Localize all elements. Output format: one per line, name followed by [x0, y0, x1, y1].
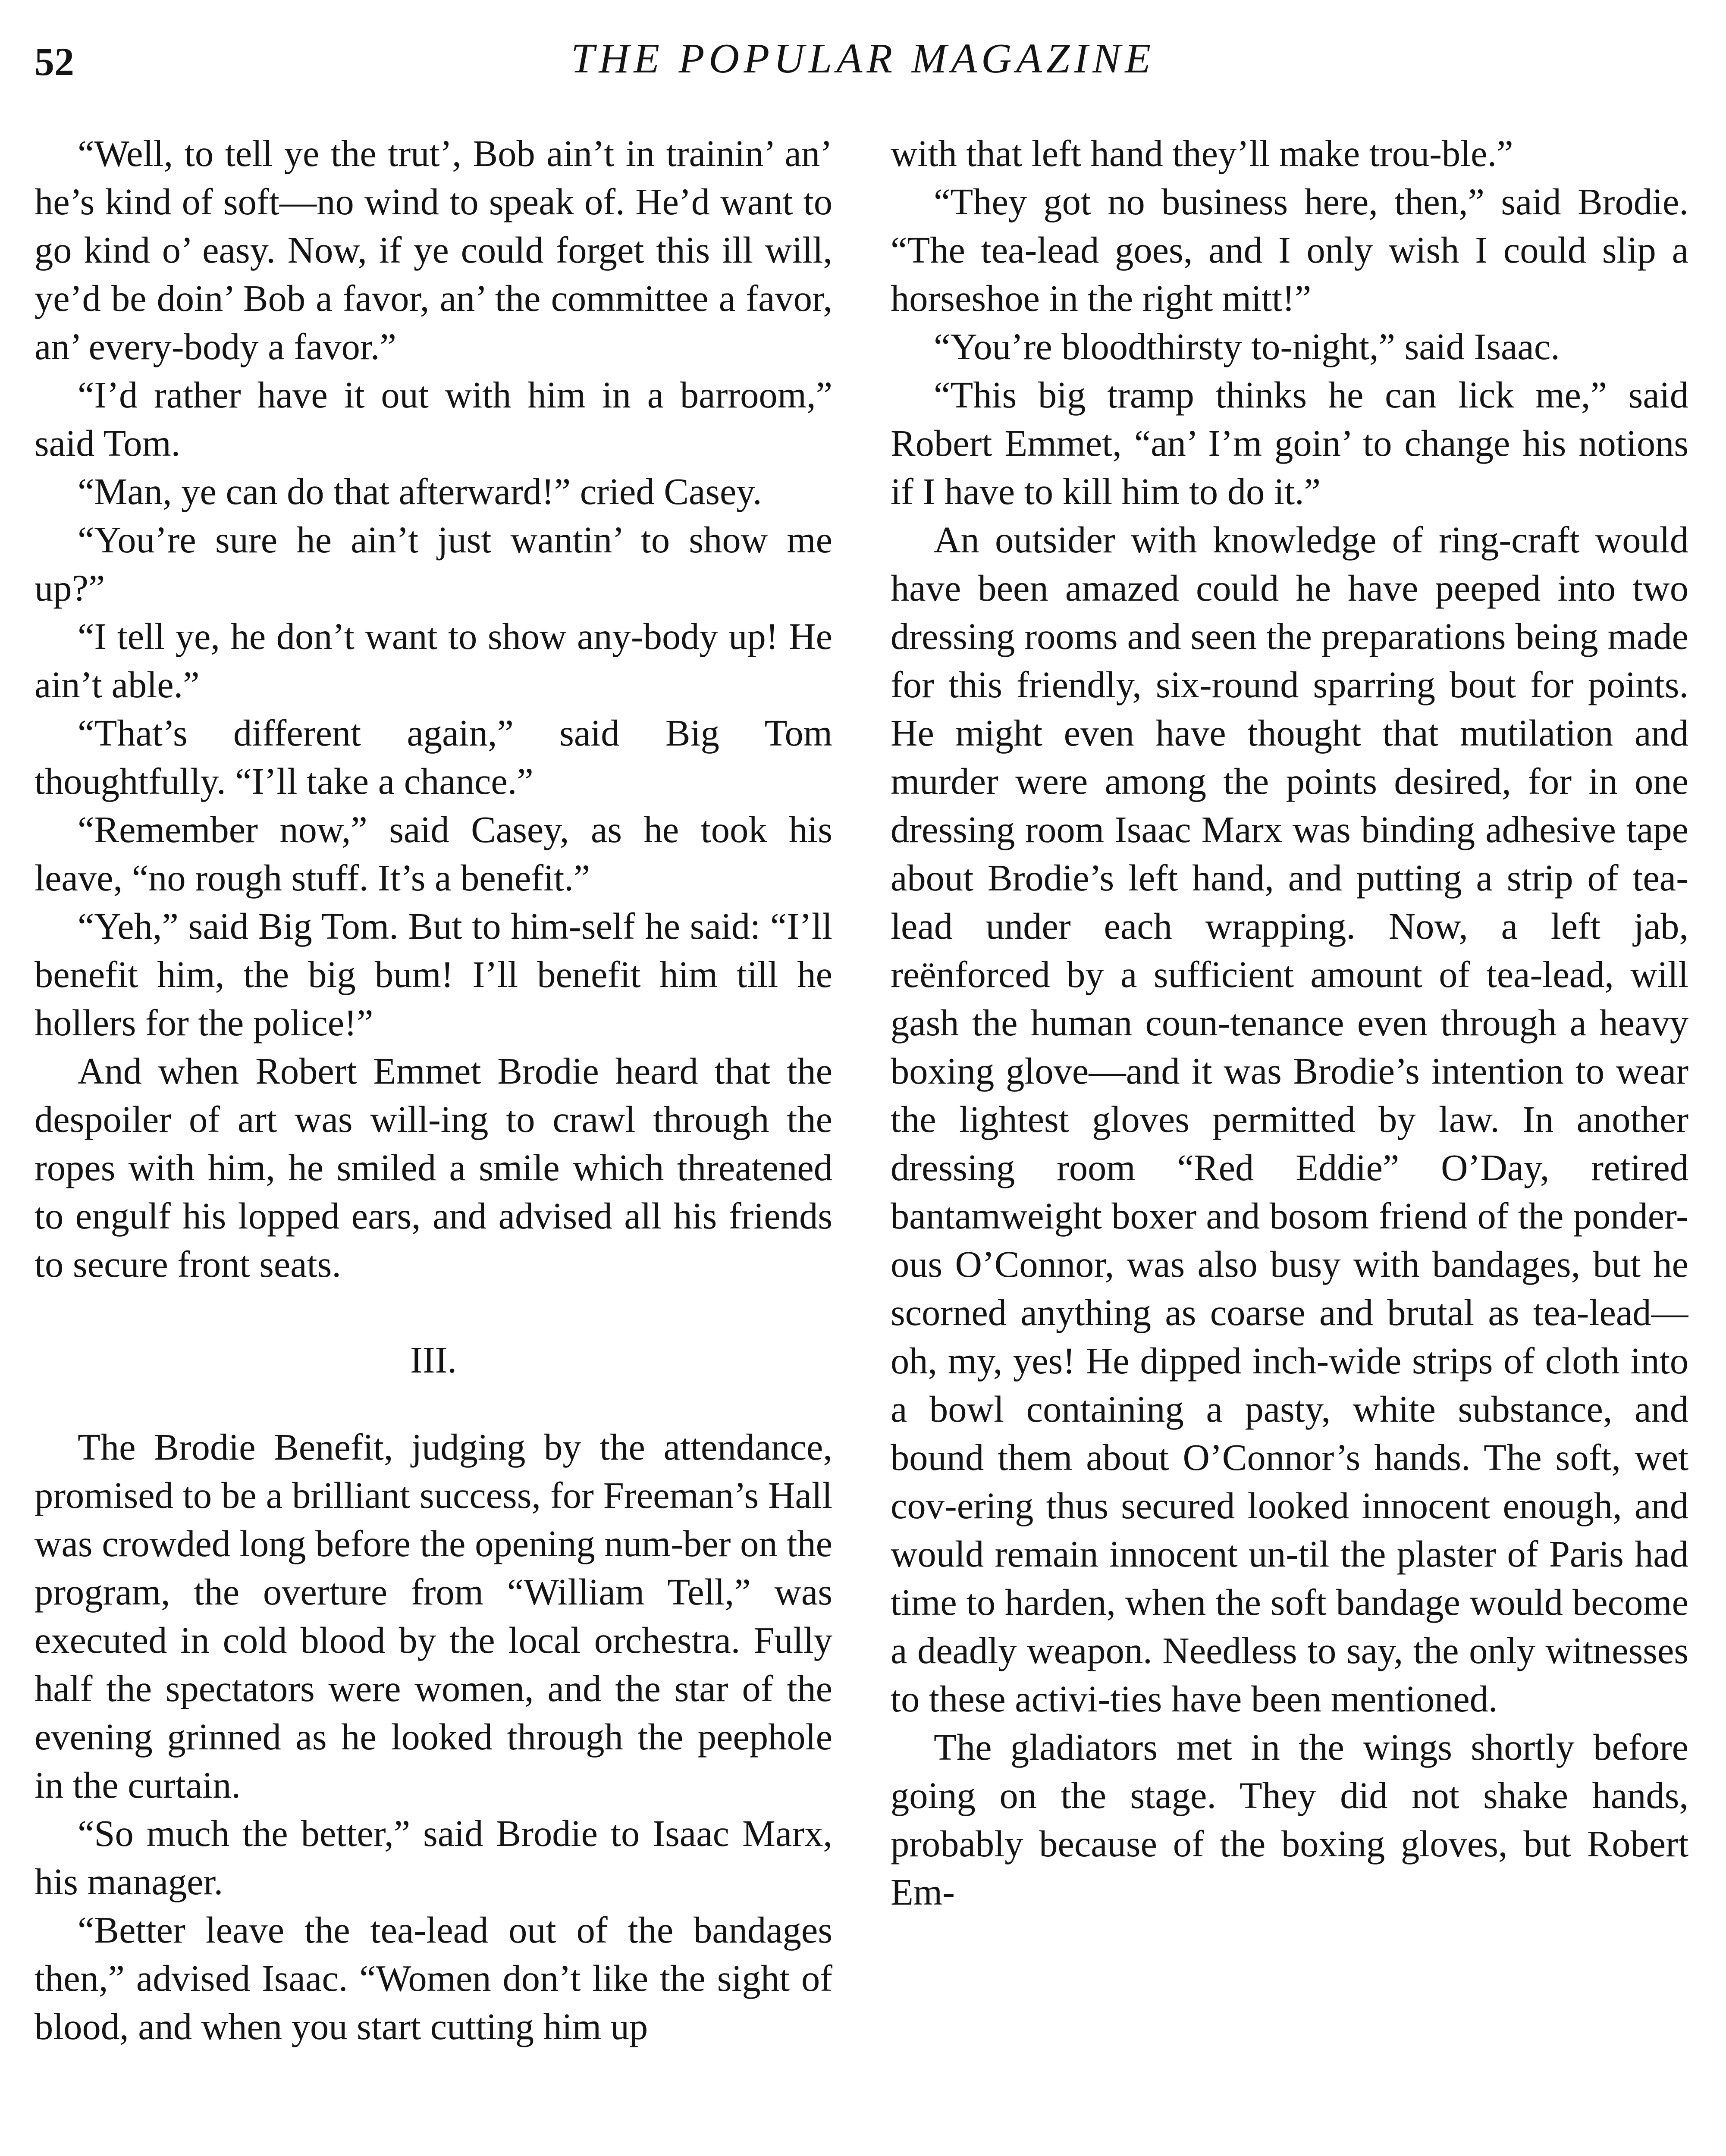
paragraph: “Man, ye can do that afterward!” cried Casey.: [78, 471, 762, 512]
paragraph: An outsider with knowledge of ring-craft would have been amazed could he have peeped into two dressing rooms and seen the preparations being made for this friendly, six-round sparring bout for points. He might even have thought that mutilation and murder were among the points desired, for in one dressing room Isaac Marx was binding adhesive tape about Brodie’s left hand, and putting a strip of tea-lead under each wrapping. Now, a left jab, reënforced by a sufficient amount of tea-lead, will gash the human coun-tenance even through a heavy boxing glove—and it was Brodie’s intention to wear the lightest gloves permitted by law. In another dressing room “Red Eddie” O’Day, retired bantamweight boxer and bosom friend of the ponder-ous O’Connor, was also busy with bandages, but he scorned anything as coarse and brutal as tea-lead—oh, my, yes! He dipped inch-wide strips of cloth into a bowl containing a pasty, white substance, and bound them about O’Connor’s hands. The soft, wet cov-ering thus secured looked innocent enough, and would remain innocent un-til the plaster of Paris had time to harden, when the soft bandage would become a deadly weapon. Needless to say, the only witnesses to these activi-ties have been mentioned.: [891, 519, 1688, 1720]
right-column: [891, 129, 1688, 2156]
paragraph: The gladiators met in the wings shortly before going on the stage. They did not shake hands, probably because of the boxing gloves, but Robert Em-: [891, 1727, 1688, 1913]
paragraph: “Better leave the tea-lead out of the bandages then,” advised Isaac. “Women don’t like the sight of blood, and when you start cutting him up: [35, 1909, 832, 2047]
paragraph: “I tell ye, he don’t want to show any-body up! He ain’t able.”: [35, 616, 832, 705]
page-number: 52: [35, 40, 74, 84]
paragraph: “That’s different again,” said Big Tom thoughtfully. “I’ll take a chance.”: [35, 712, 832, 802]
page-header: [35, 30, 1691, 95]
paragraph: “You’re sure he ain’t just wantin’ to show me up?”: [35, 519, 832, 609]
paragraph: “Remember now,” said Casey, as he took his leave, “no rough stuff. It’s a benefit.”: [35, 809, 832, 899]
paragraph: “Yeh,” said Big Tom. But to him-self he said: “I’ll benefit him, the big bum! I’ll benefit him till he hollers for the police!”: [35, 906, 832, 1044]
paragraph: “You’re bloodthirsty to-night,” said Isaac.: [934, 326, 1560, 367]
paragraph: “I’d rather have it out with him in a barroom,” said Tom.: [35, 374, 832, 464]
paragraph: “So much the better,” said Brodie to Isaac Marx, his manager.: [35, 1813, 832, 1902]
section-heading: III.: [410, 1339, 457, 1381]
paragraph: The Brodie Benefit, judging by the attendance, promised to be a brilliant success, for Freeman’s Hall was crowded long before the opening num-ber on the program, the overture from “William Tell,” was executed in cold blood by the local orchestra. Fully half the spectators were women, and the star of the evening grinned as he looked through the peephole in the curtain.: [35, 1426, 832, 1806]
left-column: [35, 129, 832, 2156]
paragraph-continuation: with that left hand they’ll make trou-ble.”: [891, 133, 1513, 174]
running-title: THE POPULAR MAGAZINE: [571, 35, 1155, 82]
paragraph: “This big tramp thinks he can lick me,” said Robert Emmet, “an’ I’m goin’ to change his notions if I have to kill him to do it.”: [891, 374, 1688, 512]
paragraph: “They got no business here, then,” said Brodie. “The tea-lead goes, and I only wish I could slip a horseshoe in the right mitt!”: [891, 181, 1688, 319]
paragraph: And when Robert Emmet Brodie heard that the despoiler of art was will-ing to crawl through the ropes with him, he smiled a smile which threatened to engulf his lopped ears, and advised all his friends to secure front seats.: [35, 1050, 832, 1285]
paragraph: “Well, to tell ye the trut’, Bob ain’t in trainin’ an’ he’s kind of soft—no wind to speak of. He’d want to go kind o’ easy. Now, if ye could forget this ill will, ye’d be doin’ Bob a favor, an’ the committee a favor, an’ every-body a favor.”: [35, 133, 832, 367]
